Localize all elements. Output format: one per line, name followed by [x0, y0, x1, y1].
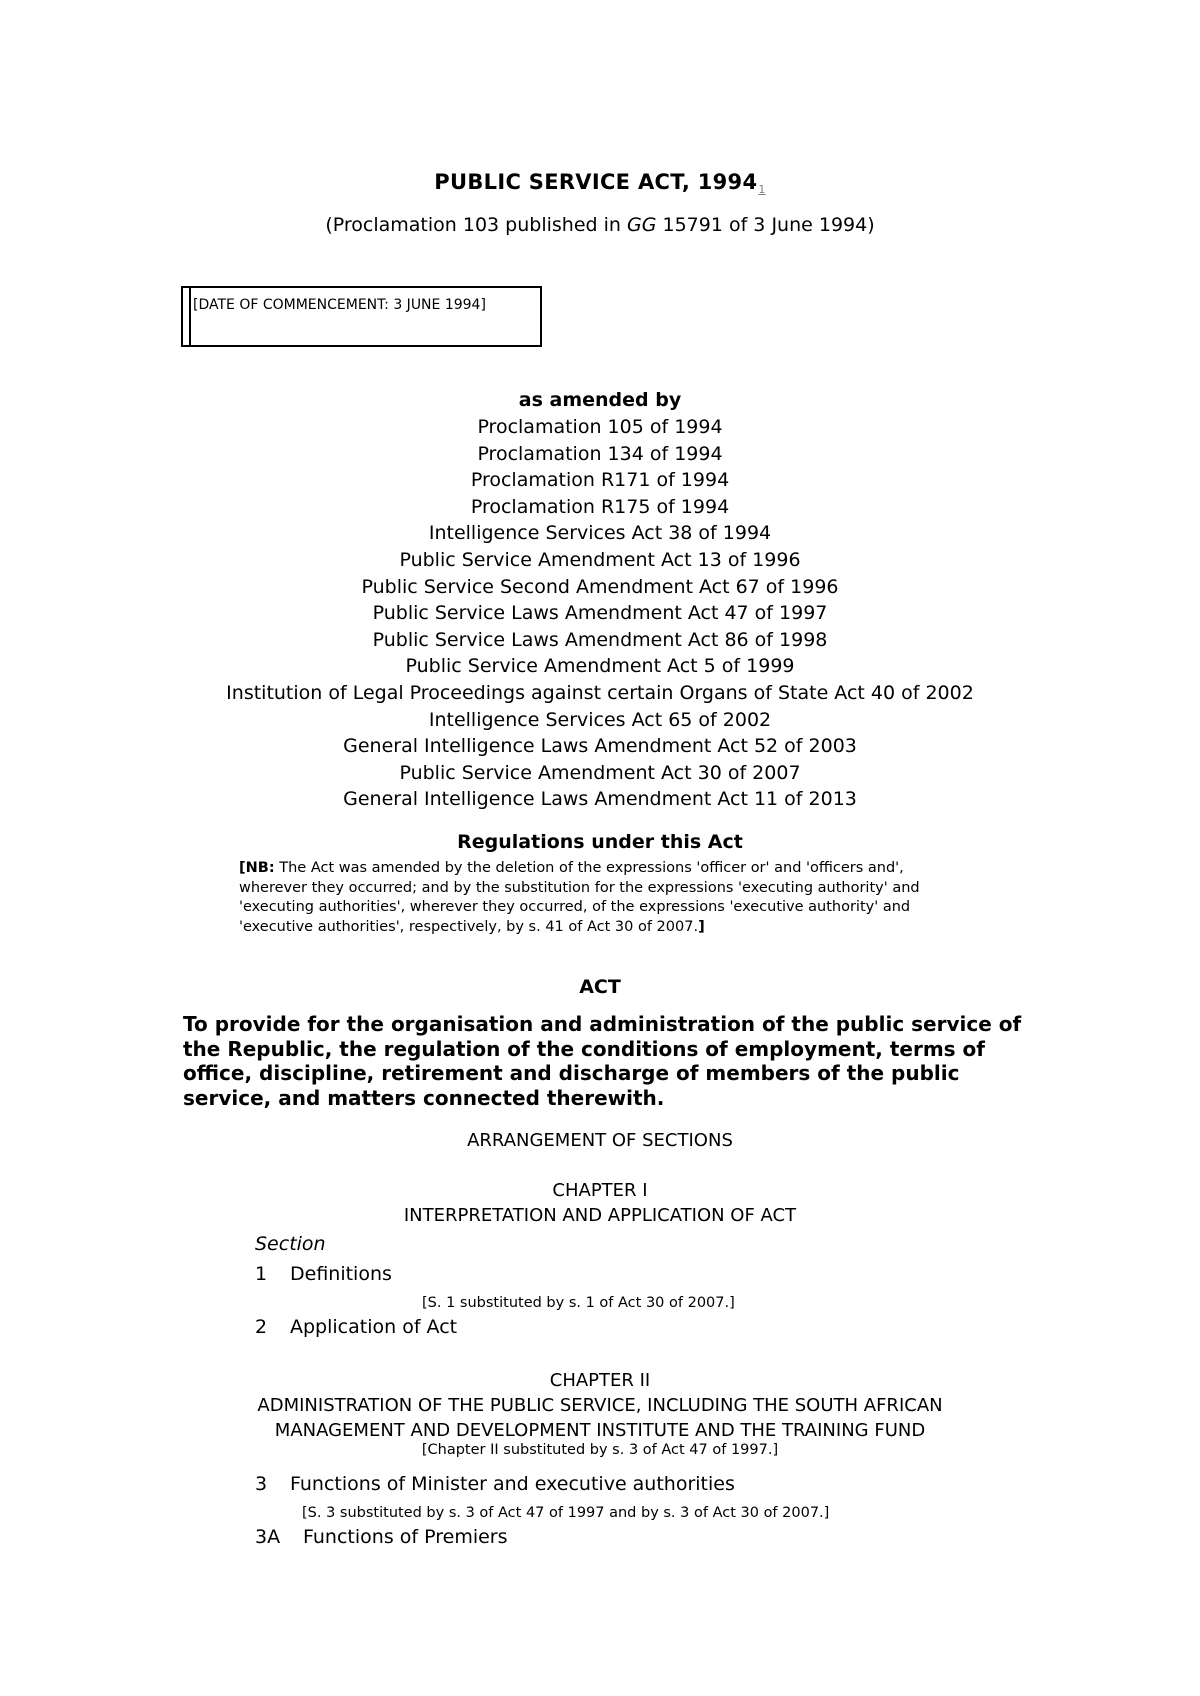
- nb-open-bracket: [: [239, 860, 246, 876]
- toc-entry-number: 2: [255, 1316, 268, 1338]
- toc-entry-number: 3: [255, 1473, 268, 1495]
- chapter-2-number: CHAPTER II: [549, 1370, 651, 1391]
- proclamation-post: 15791 of 3 June 1994): [656, 214, 875, 236]
- commencement-box: [181, 286, 542, 347]
- long-title: To provide for the organisation and administration of the public service of the Republic, the regulation of the conditions of employment, terms of office, discipline, retirement and discharge of members of the public service, and matters connected therewith.: [183, 1012, 1022, 1110]
- commencement-text: [DATE OF COMMENCEMENT: 3 JUNE 1994]: [193, 297, 486, 313]
- arrangement-heading: ARRANGEMENT OF SECTIONS: [467, 1130, 733, 1151]
- chapter-2-title-line1: ADMINISTRATION OF THE PUBLIC SERVICE, INCLUDING THE SOUTH AFRICAN: [257, 1395, 943, 1416]
- proclamation-gg: GG: [626, 214, 657, 236]
- toc-entry-number: 3A: [255, 1526, 281, 1548]
- commencement-box-rule: [189, 286, 191, 347]
- act-heading: ACT: [579, 976, 621, 998]
- amendment-item: Institution of Legal Proceedings against certain Organs of State Act 40 of 2002: [226, 681, 974, 704]
- chapter-1-title: INTERPRETATION AND APPLICATION OF ACT: [403, 1205, 797, 1226]
- chapter-2-title-line2: MANAGEMENT AND DEVELOPMENT INSTITUTE AND THE TRAINING FUND: [274, 1420, 926, 1441]
- toc-entry-number: 1: [255, 1263, 268, 1285]
- footnote-marker[interactable]: 1: [758, 183, 766, 196]
- amendment-item: Proclamation R175 of 1994: [470, 495, 730, 518]
- toc-entry-title: Functions of Premiers: [303, 1526, 508, 1548]
- amended-by-heading: as amended by: [518, 389, 682, 411]
- proclamation-pre: (Proclamation 103 published in: [325, 214, 627, 236]
- toc-entry-1-note: [S. 1 substituted by s. 1 of Act 30 of 2007.]: [422, 1295, 735, 1311]
- proclamation-line: [0, 214, 1200, 236]
- title-text: PUBLIC SERVICE ACT, 1994: [434, 170, 758, 194]
- chapter-1-heading: [0, 1178, 1200, 1228]
- amendment-item: Intelligence Services Act 65 of 2002: [428, 708, 772, 731]
- document-title: [0, 170, 1200, 196]
- regulations-heading: Regulations under this Act: [457, 831, 743, 853]
- toc-entry-title: Functions of Minister and executive authorities: [290, 1473, 735, 1495]
- chapter-1-number: CHAPTER I: [552, 1180, 648, 1201]
- amendment-item: Intelligence Services Act 38 of 1994: [428, 522, 772, 545]
- amendment-item: Public Service Amendment Act 13 of 1996: [399, 548, 801, 571]
- nb-note: [239, 859, 939, 937]
- amendment-item: Proclamation 105 of 1994: [477, 416, 723, 438]
- amendment-item: Public Service Laws Amendment Act 47 of 1997: [372, 602, 828, 625]
- amendment-item: General Intelligence Laws Amendment Act 11 of 2013: [343, 788, 857, 811]
- amendment-item: General Intelligence Laws Amendment Act 52 of 2003: [343, 735, 857, 758]
- toc-entry-title: Definitions: [290, 1263, 392, 1285]
- section-column-label: Section: [255, 1233, 326, 1255]
- amendment-item: Proclamation 134 of 1994: [477, 442, 723, 465]
- nb-label: NB:: [245, 860, 275, 876]
- amendment-list: [0, 414, 1200, 813]
- nb-close-bracket: ]: [698, 918, 705, 935]
- amendment-item: Public Service Amendment Act 5 of 1999: [405, 655, 795, 678]
- toc-entry-3-note: [S. 3 substituted by s. 3 of Act 47 of 1997 and by s. 3 of Act 30 of 2007.]: [302, 1505, 830, 1521]
- amendment-item: Public Service Laws Amendment Act 86 of 1998: [372, 628, 828, 651]
- toc-entry-title: Application of Act: [290, 1316, 458, 1338]
- chapter-2-heading: [0, 1368, 1200, 1443]
- nb-text: The Act was amended by the deletion of the expressions 'officer or' and 'officers and', wherever they occurred; and by the substitution for the expressions 'executing authority' and 'executing authorities', wherever they occurred, of the expressions 'executive authority' and 'executive authorities', respectively, by s. 41 of Act 30 of 2007.: [239, 860, 920, 935]
- amendment-item: Public Service Second Amendment Act 67 of 1996: [361, 575, 839, 598]
- chapter-2-note: [Chapter II substituted by s. 3 of Act 47 of 1997.]: [421, 1442, 779, 1458]
- amendment-item: Proclamation R171 of 1994: [470, 469, 730, 492]
- amendment-item: Public Service Amendment Act 30 of 2007: [399, 761, 801, 784]
